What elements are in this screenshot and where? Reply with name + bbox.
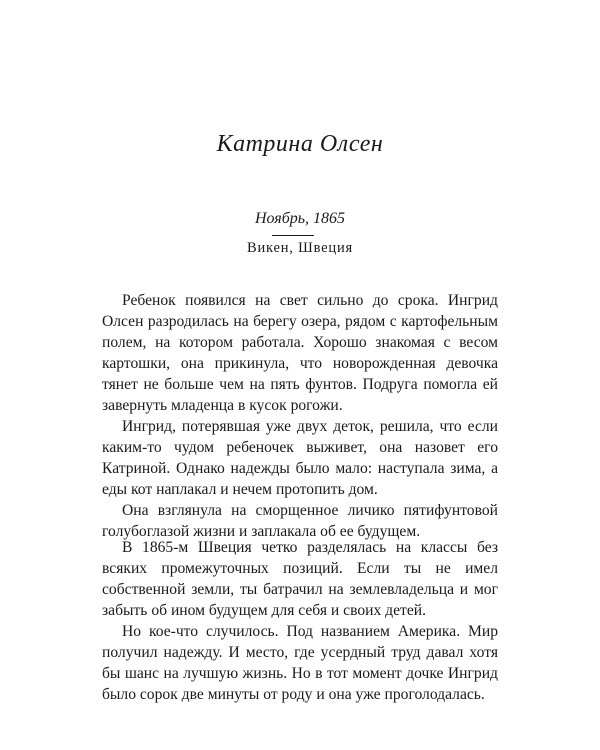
paragraph: Но кое-что случилось. Под названием Америка. Мир получил надежду. И место, где усердный труд давал хотя бы шанс на лучшую жизнь. Но в тот момент дочке Ингрид было сорок две минуты от роду и она уже проголодалась. [102, 623, 498, 703]
paragraph: Она взглянула на сморщенное личико пятифунтовой голубоглазой жизни и заплакала об ее будущем. [102, 502, 498, 540]
chapter-title: Катрина Олсен [216, 131, 384, 157]
chapter-place: Викен, Швеция [247, 240, 353, 256]
dateline-divider [272, 235, 314, 236]
section-2 [102, 537, 498, 705]
chapter-date: Ноябрь, 1865 [254, 210, 346, 227]
section-1 [102, 290, 498, 542]
paragraph: В 1865-м Швеция четко разделялась на классы без всяких промежуточных позиций. Если ты не имел собственной земли, ты батрачил на землевладельца и мог забыть об ином будущем для себя и своих детей. [102, 539, 498, 619]
paragraph: Ребенок появился на свет сильно до срока. Ингрид Олсен разродилась на берегу озера, рядом с картофельным полем, на котором работала. Хорошо знакомая с весом картошки, она прикинула, что новорожденная девочка тянет не больше чем на пять фунтов. Подруга помогла ей завернуть младенца в кусок рогожи. [102, 292, 498, 414]
paragraph: Ингрид, потерявшая уже двух деток, решила, что если каким-то чудом ребеночек выживет, она назовет его Катриной. Однако надежды было мало: наступала зима, а еды кот наплакал и нечем протопить дом. [102, 418, 498, 498]
